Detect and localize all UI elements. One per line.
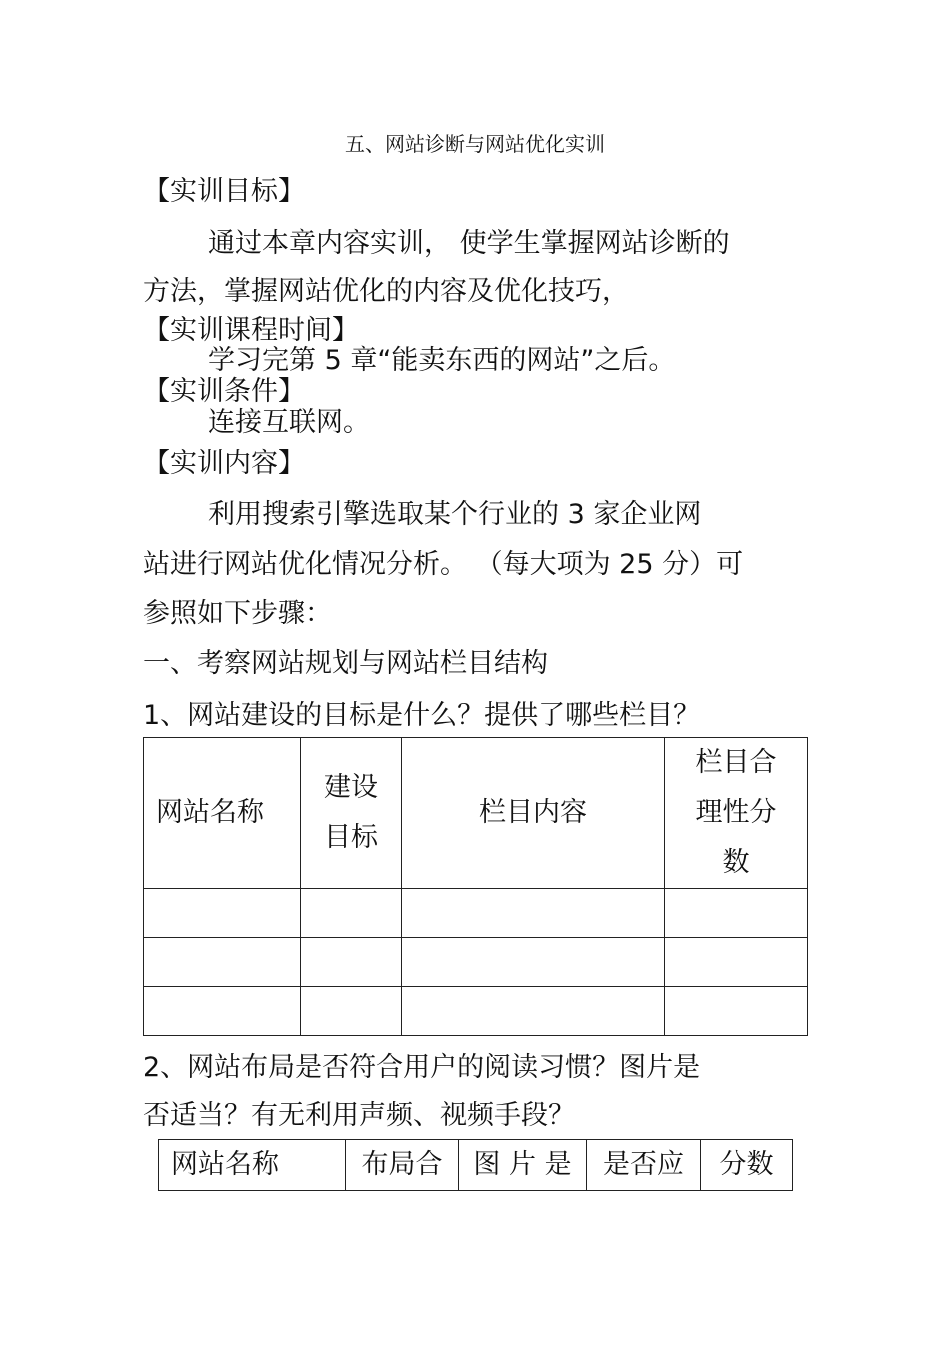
question-2-line2: 否适当？有无利用声频、视频手段？: [143, 1100, 575, 1131]
header-should: 是否应: [587, 1140, 701, 1191]
table-cell[interactable]: [665, 987, 808, 1036]
goal-text-line1: 通过本章内容实训， 使学生掌握网站诊断的: [208, 228, 730, 259]
header-site-name-2: 网站名称: [159, 1140, 346, 1191]
part1-heading: 一、考察网站规划与网站栏目结构: [143, 648, 548, 679]
table-header-row: [159, 1140, 793, 1191]
page-title: 五、网站诊断与网站优化实训: [345, 132, 605, 156]
time-heading: 【实训课程时间】: [143, 315, 359, 346]
header-column-score: 栏目合 理性分 数: [665, 738, 808, 889]
table-header-row: [144, 738, 808, 889]
table-cell[interactable]: [665, 889, 808, 938]
content-text-line3: 参照如下步骤：: [143, 598, 332, 629]
table-cell[interactable]: [301, 938, 402, 987]
table-cell[interactable]: [144, 987, 301, 1036]
time-text: 学习完第 5 章“能卖东西的网站”之后。: [208, 345, 676, 376]
table-layout-check: [158, 1139, 793, 1191]
header-image: 图 片 是: [459, 1140, 587, 1191]
table-row: [144, 889, 808, 938]
goal-heading: 【实训目标】: [143, 176, 305, 207]
table-columns-structure: [143, 737, 808, 1036]
condition-text: 连接互联网。: [208, 407, 370, 438]
question-1: 1、网站建设的目标是什么？提供了哪些栏目？: [143, 700, 701, 731]
condition-heading: 【实训条件】: [143, 376, 305, 407]
table-cell[interactable]: [301, 889, 402, 938]
content-heading: 【实训内容】: [143, 448, 305, 479]
content-text-line1: 利用搜索引擎选取某个行业的 3 家企业网: [208, 499, 702, 530]
table-cell[interactable]: [402, 987, 665, 1036]
header-column-content: 栏目内容: [402, 738, 665, 889]
table-cell[interactable]: [402, 938, 665, 987]
header-score: 分数: [701, 1140, 793, 1191]
header-layout: 布局合: [346, 1140, 459, 1191]
header-build-goal: 建设 目标: [301, 738, 402, 889]
header-site-name: 网站名称: [144, 738, 301, 889]
table-row: [144, 987, 808, 1036]
table-cell[interactable]: [144, 889, 301, 938]
table-cell[interactable]: [665, 938, 808, 987]
table-cell[interactable]: [301, 987, 402, 1036]
content-text-line2: 站进行网站优化情况分析。 （每大项为 25 分）可: [143, 549, 744, 580]
table-row: [144, 938, 808, 987]
question-2-line1: 2、网站布局是否符合用户的阅读习惯？图片是: [143, 1052, 701, 1083]
goal-text-line2: 方法，掌握网站优化的内容及优化技巧，: [143, 276, 629, 307]
table-cell[interactable]: [144, 938, 301, 987]
table-cell[interactable]: [402, 889, 665, 938]
